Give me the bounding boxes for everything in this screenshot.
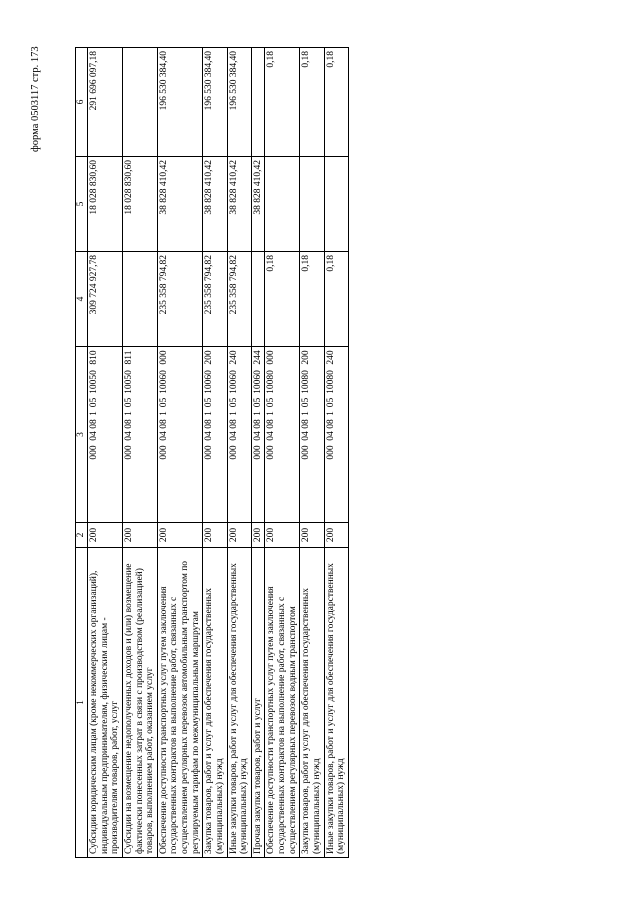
code-segment: 000 bbox=[266, 445, 277, 460]
code-segment: 1 bbox=[123, 411, 134, 416]
table-row bbox=[157, 48, 203, 858]
row-line-code-cell: 200 bbox=[88, 523, 123, 548]
code-segment: 04 bbox=[325, 431, 336, 441]
code-segment: 10060 bbox=[228, 370, 239, 394]
code-segment: 1 bbox=[266, 411, 277, 416]
column-number: 6 bbox=[76, 48, 88, 157]
row-col4-value: 235 358 794,82 bbox=[157, 252, 203, 347]
row-classification-code-cell bbox=[265, 347, 300, 523]
code-segment: 000 bbox=[266, 350, 277, 365]
row-classification-code-cell bbox=[157, 347, 203, 523]
row-col5-value bbox=[300, 157, 324, 252]
code-segment: 08 bbox=[123, 419, 134, 429]
code-segment: 811 bbox=[123, 350, 134, 365]
code-segment: 10080 bbox=[266, 370, 277, 394]
code-segment: 10060 bbox=[252, 370, 263, 394]
code-segment: 000 bbox=[204, 445, 215, 460]
code-segment: 240 bbox=[228, 350, 239, 365]
code-segment: 200 bbox=[204, 350, 215, 365]
code-segment: 05 bbox=[266, 397, 277, 408]
row-col6-value: 196 530 384,40 bbox=[203, 48, 227, 157]
code-segment: 04 bbox=[301, 431, 312, 441]
rotated-page-content bbox=[75, 48, 483, 858]
row-line-code-cell: 200 bbox=[203, 523, 227, 548]
row-name-cell: Субсидии юридическим лицам (кроме некоммерческих организаций), индивидуальным предпринимателям, физическим лицам - производителям товаров, работ, услуг bbox=[88, 548, 123, 858]
row-name-cell: Прочая закупка товаров, работ и услуг bbox=[251, 548, 265, 858]
code-segment: 05 bbox=[89, 397, 99, 408]
code-segment: 1 bbox=[204, 411, 215, 416]
row-col4-value: 309 724 927,78 bbox=[88, 252, 123, 347]
row-name-cell: Закупка товаров, работ и услуг для обеспечения государственных (муниципальных) нужд bbox=[203, 548, 227, 858]
row-line-code-cell: 200 bbox=[265, 523, 300, 548]
code-segment: 1 bbox=[301, 411, 312, 416]
code-segment: 1 bbox=[89, 411, 99, 416]
table-row bbox=[203, 48, 227, 858]
row-col6-value bbox=[122, 48, 157, 157]
code-segment: 000 bbox=[252, 445, 263, 460]
code-segment: 05 bbox=[325, 397, 336, 408]
code-segment: 08 bbox=[301, 419, 312, 429]
code-segment: 04 bbox=[266, 431, 277, 441]
row-classification-code-cell bbox=[324, 347, 348, 523]
column-number-row bbox=[76, 48, 88, 858]
row-col4-value: 0,18 bbox=[324, 252, 348, 347]
table-row bbox=[300, 48, 324, 858]
table-row bbox=[122, 48, 157, 858]
row-line-code-cell: 200 bbox=[157, 523, 203, 548]
row-name-cell: Закупка товаров, работ и услуг для обеспечения государственных (муниципальных) нужд bbox=[300, 548, 324, 858]
row-col6-value: 196 530 384,40 bbox=[157, 48, 203, 157]
code-segment: 244 bbox=[252, 350, 263, 365]
code-segment: 10060 bbox=[204, 370, 215, 394]
table-row bbox=[227, 48, 251, 858]
row-name-cell: Субсидии на возмещение недополученных доходов и (или) возмещение фактически понесенных затрат в связи с производством (реализацией) товаров, выполнением работ, оказанием услуг bbox=[122, 548, 157, 858]
code-segment: 10080 bbox=[301, 370, 312, 394]
row-name-cell: Иные закупки товаров, работ и услуг для обеспечения государственных (муниципальных) нужд bbox=[324, 548, 348, 858]
code-segment: 1 bbox=[228, 411, 239, 416]
code-segment: 04 bbox=[158, 431, 169, 441]
code-segment: 1 bbox=[252, 411, 263, 416]
row-col4-value: 0,18 bbox=[265, 252, 300, 347]
row-col5-value bbox=[265, 157, 300, 252]
row-col6-value: 0,18 bbox=[324, 48, 348, 157]
table-row bbox=[324, 48, 348, 858]
code-segment: 000 bbox=[158, 445, 169, 460]
row-col4-value bbox=[251, 252, 265, 347]
row-classification-code-cell bbox=[203, 347, 227, 523]
row-classification-code-cell bbox=[300, 347, 324, 523]
row-col5-value: 38 828 410,42 bbox=[251, 157, 265, 252]
code-segment: 000 bbox=[123, 445, 134, 460]
code-segment: 04 bbox=[123, 431, 134, 441]
code-segment: 08 bbox=[228, 419, 239, 429]
row-line-code-cell: 200 bbox=[122, 523, 157, 548]
code-segment: 04 bbox=[252, 431, 263, 441]
column-number: 2 bbox=[76, 523, 88, 548]
row-col5-value: 18 028 830,60 bbox=[122, 157, 157, 252]
code-segment: 10060 bbox=[158, 370, 169, 394]
code-segment: 1 bbox=[158, 411, 169, 416]
row-line-code-cell: 200 bbox=[324, 523, 348, 548]
row-col6-value: 0,18 bbox=[265, 48, 300, 157]
row-col6-value: 196 530 384,40 bbox=[227, 48, 251, 157]
row-name-cell: Обеспечение доступности транспортных услуг путем заключения государственных контрактов на выполнение работ, связанных с осуществлением регулярных перевозок водным транспортом bbox=[265, 548, 300, 858]
code-segment: 240 bbox=[325, 350, 336, 365]
row-line-code-cell: 200 bbox=[251, 523, 265, 548]
table-row bbox=[88, 48, 123, 858]
code-segment: 05 bbox=[204, 397, 215, 408]
row-col5-value: 38 828 410,42 bbox=[157, 157, 203, 252]
row-classification-code-cell bbox=[227, 347, 251, 523]
code-segment: 08 bbox=[266, 419, 277, 429]
code-segment: 10050 bbox=[89, 370, 99, 394]
code-segment: 05 bbox=[301, 397, 312, 408]
code-segment: 000 bbox=[89, 445, 99, 460]
column-number: 4 bbox=[76, 252, 88, 347]
row-col6-value: 0,18 bbox=[300, 48, 324, 157]
code-segment: 10050 bbox=[123, 370, 134, 394]
column-number: 1 bbox=[76, 548, 88, 858]
row-col5-value: 38 828 410,42 bbox=[203, 157, 227, 252]
row-col5-value: 38 828 410,42 bbox=[227, 157, 251, 252]
code-segment: 08 bbox=[89, 419, 99, 429]
code-segment: 04 bbox=[228, 431, 239, 441]
table-row bbox=[251, 48, 265, 858]
code-segment: 000 bbox=[325, 445, 336, 460]
code-segment: 200 bbox=[301, 350, 312, 365]
code-segment: 000 bbox=[228, 445, 239, 460]
row-col6-value bbox=[251, 48, 265, 157]
row-classification-code-cell bbox=[88, 347, 123, 523]
row-col5-value bbox=[324, 157, 348, 252]
code-segment: 05 bbox=[252, 397, 263, 408]
code-segment: 05 bbox=[228, 397, 239, 408]
row-name-cell: Иные закупки товаров, работ и услуг для обеспечения государственных (муниципальных) нужд bbox=[227, 548, 251, 858]
code-segment: 08 bbox=[204, 419, 215, 429]
row-line-code-cell: 200 bbox=[227, 523, 251, 548]
column-number: 5 bbox=[76, 157, 88, 252]
code-segment: 810 bbox=[89, 350, 99, 365]
row-classification-code-cell bbox=[251, 347, 265, 523]
code-segment: 08 bbox=[325, 419, 336, 429]
table-row bbox=[265, 48, 300, 858]
form-label: форма 0503117 стр. 173 bbox=[30, 46, 41, 152]
code-segment: 05 bbox=[158, 397, 169, 408]
code-segment: 000 bbox=[301, 445, 312, 460]
column-number: 3 bbox=[76, 347, 88, 523]
row-col6-value: 291 696 097,18 bbox=[88, 48, 123, 157]
row-classification-code-cell bbox=[122, 347, 157, 523]
code-segment: 000 bbox=[158, 350, 169, 365]
row-col5-value: 18 028 830,60 bbox=[88, 157, 123, 252]
row-name-cell: Обеспечение доступности транспортных услуг путем заключения государственных контрактов на выполнение работ, связанных с осуществлением регулярных перевозок автомобильным транспортом по регулируемым тарифам по межмуниципальным маршрутам bbox=[157, 548, 203, 858]
row-col4-value bbox=[122, 252, 157, 347]
row-col4-value: 0,18 bbox=[300, 252, 324, 347]
code-segment: 08 bbox=[252, 419, 263, 429]
code-segment: 05 bbox=[123, 397, 134, 408]
report-table-body bbox=[76, 48, 349, 858]
code-segment: 10080 bbox=[325, 370, 336, 394]
row-line-code-cell: 200 bbox=[300, 523, 324, 548]
code-segment: 1 bbox=[325, 411, 336, 416]
code-segment: 04 bbox=[89, 431, 99, 441]
row-col4-value: 235 358 794,82 bbox=[203, 252, 227, 347]
code-segment: 08 bbox=[158, 419, 169, 429]
row-col4-value: 235 358 794,82 bbox=[227, 252, 251, 347]
code-segment: 04 bbox=[204, 431, 215, 441]
report-table bbox=[75, 47, 349, 858]
